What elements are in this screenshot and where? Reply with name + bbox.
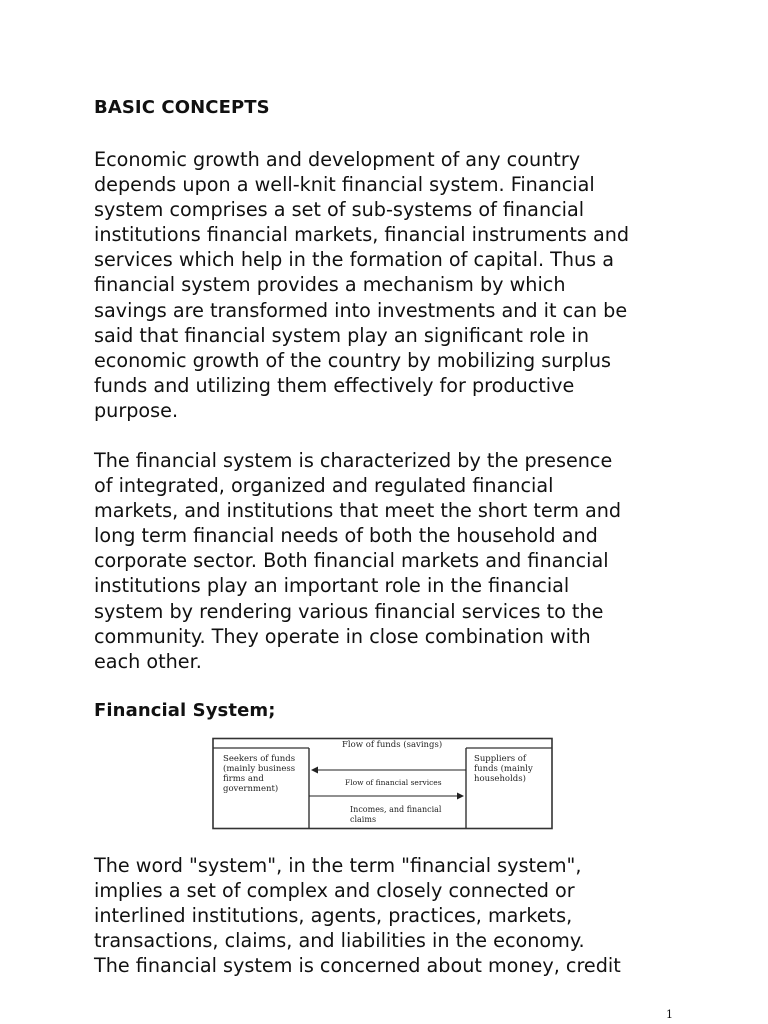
paragraph-economic-growth: Economic growth and development of any country depends upon a well-knit financial system. Financial system comprises a set of sub-systems of financial institutions financial markets, financial instruments and services which help in the formation of capital. Thus a financial system provides a mechanism by which savings are transformed into investments and it can be said that financial system play an significant role in economic growth of the country by mobilizing surplus funds and utilizing them effectively for productive purpose. (94, 148, 630, 422)
paragraph-word-system: The word "system", in the term "financial system", implies a set of complex and closely connected or interlined institutions, agents, practices, markets, transactions, claims, and liabilities in the economy. The financial system is concerned about money, credit (94, 854, 621, 978)
section-heading-financial-system: Financial System; (94, 700, 276, 721)
suppliers-of-funds-label: Suppliers of funds (mainly households) (474, 754, 533, 784)
section-heading-basic-concepts: BASIC CONCEPTS (94, 97, 270, 118)
flow-of-services-label: Flow of financial services (345, 778, 442, 787)
incomes-claims-label: Incomes, and financial claims (350, 805, 442, 824)
flow-of-funds-label: Flow of funds (savings) (342, 740, 443, 750)
paragraph-financial-system-characterized: The financial system is characterized by the presence of integrated, organized and regulated financial markets, and institutions that meet the short term and long term financial needs of both the household and corporate sector. Both financial markets and financial institutions play an important role in the financial system by rendering various financial services to the community. They operate in close combination with each other. (94, 449, 622, 673)
page-number: 1 (666, 1008, 673, 1021)
seekers-of-funds-label: Seekers of funds (mainly business firms and government) (223, 754, 296, 794)
financial-system-diagram (212, 737, 554, 831)
